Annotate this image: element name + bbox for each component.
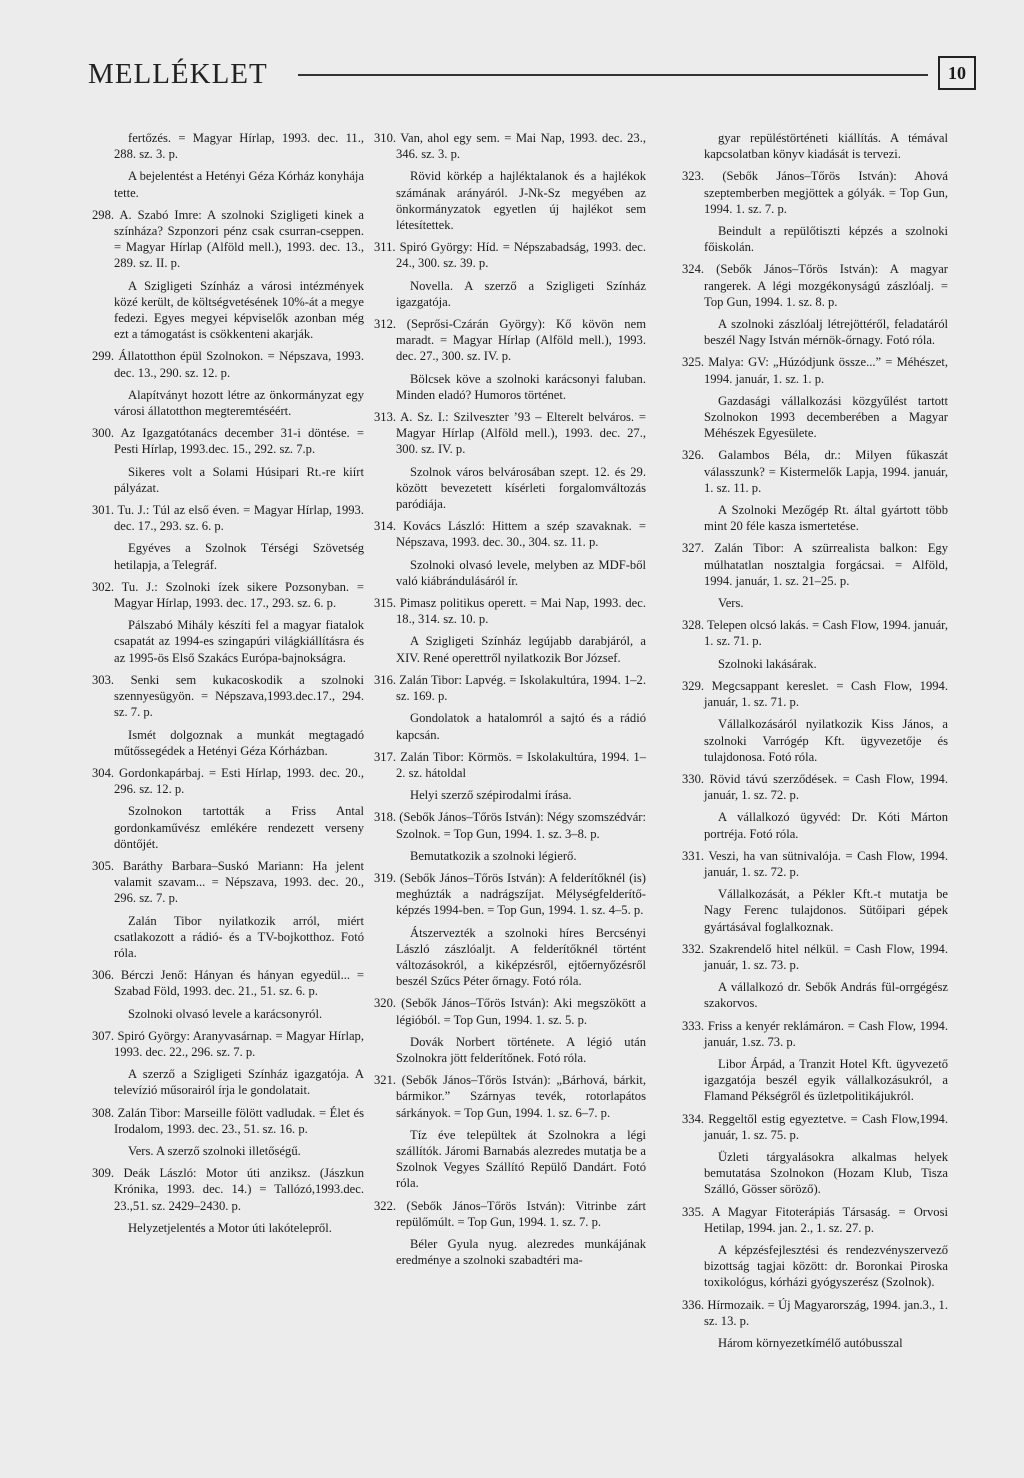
bibliography-entry: 332. Szakrendelő hitel nélkül. = Cash Flow, 1994. január, 1. sz. 73. p. <box>682 941 948 972</box>
bibliography-entry: 315. Pimasz politikus operett. = Mai Nap, 1993. dec. 18., 314. sz. 10. p. <box>374 596 646 627</box>
entry-annotation: Libor Árpád, a Tranzit Hotel Kft. ügyvezető igazgatója beszél egyik vállalkozásukról, a Flamand Pékségről és üzletpolitikájukról. <box>704 1056 948 1104</box>
bibliography-entry: 311. Spiró György: Híd. = Népszabadság, 1993. dec. 24., 300. sz. 39. p. <box>374 240 646 271</box>
bibliography-entry: 336. Hírmozaik. = Új Magyarország, 1994. jan.3., 1. sz. 13. p. <box>682 1297 948 1328</box>
bibliography-entry: 328. Telepen olcsó lakás. = Cash Flow, 1994. január, 1. sz. 71. p. <box>682 618 948 649</box>
entry-annotation: A Szolnoki Mezőgép Rt. által gyártott több mint 20 féle kasza ismertetése. <box>704 503 948 534</box>
bibliography-entry: 329. Megcsappant kereslet. = Cash Flow, 1994. január, 1. sz. 71. p. <box>682 678 948 710</box>
entry-annotation: Bölcsek köve a szolnoki karácsonyi faluban. Minden eladó? Humoros történet. <box>396 371 646 402</box>
entry-annotation: Helyi szerző szépirodalmi írása. <box>410 788 572 803</box>
bibliography-entry: 312. (Seprősi-Czárán György): Kő kövön nem maradt. = Magyar Hírlap (Alföld mell.), 1993. dec. 27., 300. sz. IV. p. <box>374 317 646 364</box>
entry-annotation: Egyéves a Szolnok Térségi Szövetség hetilapja, a Telegráf. <box>114 541 364 572</box>
bibliography-entry: 298. A. Szabó Imre: A szolnoki Szigligeti kinek a színháza? Szponzori pénz csak csurran-cseppen. = Magyar Hírlap (Alföld mell.), 1993. dec. 13., 289. sz. II. p. <box>92 207 364 271</box>
header-rule <box>298 74 928 76</box>
bibliography-entry: 301. Tu. J.: Túl az első éven. = Magyar Hírlap, 1993. dec. 17., 293. sz. 6. p. <box>92 503 364 534</box>
entry-annotation: Szolnokon tartották a Friss Antal gordonkaművész emlékére rendezett verseny döntőjét. <box>114 804 364 851</box>
entry-annotation: Zalán Tibor nyilatkozik arról, miért csatlakozott a rádió- és a TV-bojkotthoz. Fotó róla. <box>114 913 364 960</box>
entry-annotation: Gondolatok a hatalomról a sajtó és a rádió kapcsán. <box>396 711 646 742</box>
bibliography-entry: 323. (Sebők János–Tőrös István): Ahová szeptemberben megjöttek a gólyák. = Top Gun, 1994. 1. sz. 7. p. <box>682 169 948 216</box>
bibliography-entry: 331. Veszi, ha van sütnivalója. = Cash Flow, 1994. január, 1. sz. 72. p. <box>682 848 948 879</box>
bibliography-entry: 316. Zalán Tibor: Lapvég. = Iskolakultúra, 1994. 1–2. sz. 169. p. <box>374 672 646 704</box>
entry-annotation: fertőzés. = Magyar Hírlap, 1993. dec. 11., 288. sz. 3. p. <box>114 131 364 162</box>
bibliography-entry: 322. (Sebők János–Tőrös István): Vitrinbe zárt repülőmúlt. = Top Gun, 1994. 1. sz. 7. p. <box>374 1198 646 1229</box>
bibliography-entry: 310. Van, ahol egy sem. = Mai Nap, 1993. dec. 23., 346. sz. 3. p. <box>374 131 646 162</box>
entry-annotation: A szerző a Szigligeti Színház igazgatója. A televízió műsorairól írja le gondolatait. <box>114 1067 364 1098</box>
entry-annotation: Átszervezték a szolnoki híres Bercsényi László zászlóaljt. A felderítőknél történt változásokról, a kiképzésről, ejtőernyőzésről beszél Szűcs Péter őrnagy. Fotó róla. <box>396 925 646 989</box>
entry-annotation: Bemutatkozik a szolnoki légierő. <box>410 848 577 863</box>
entry-annotation: Szolnok város belvárosában szept. 12. és 29. között bevezetett kísérleti forgalomváltozás paródiája. <box>396 464 646 512</box>
entry-annotation: Vállalkozását, a Pékler Kft.-t mutatja be Nagy Ferenc tulajdonos. Sütőipari gépek gyártásával foglalkoznak. <box>704 887 948 934</box>
entry-annotation: Gazdasági vállalkozási közgyűlést tartott Szolnokon 1993 decemberében a Magyar Méhészek Egyesülete. <box>704 393 948 441</box>
entry-annotation: Beindult a repülőtiszti képzés a szolnoki főiskolán. <box>704 224 948 255</box>
text-column-3 <box>682 130 948 1357</box>
bibliography-entry: 314. Kovács László: Hittem a szép szavaknak. = Népszava, 1993. dec. 30., 304. sz. 11. p. <box>374 519 646 550</box>
bibliography-entry: 320. (Sebők János–Tőrös István): Aki megszökött a légióból. = Top Gun, 1994. 1. sz. 5. p. <box>374 996 646 1027</box>
entry-annotation: A vállalkozó ügyvéd: Dr. Kóti Márton portréja. Fotó róla. <box>704 810 948 841</box>
bibliography-entry: 326. Galambos Béla, dr.: Milyen fűkaszát válasszunk? = Kistermelők Lapja, 1994. január, 1. sz. 11. p. <box>682 448 948 495</box>
entry-annotation: Novella. A szerző a Szigligeti Színház igazgatója. <box>396 278 646 309</box>
entry-annotation: A Szigligeti Színház a városi intézmények közé került, de költségvetésének 10%-át a megye fedezi. Egyes megyei képviselők azonban még ezt a támogatást is csökkenteni akarják. <box>114 278 364 342</box>
entry-annotation: Pálszabó Mihály készíti fel a magyar fiatalok csapatát az 1994-es szingapúri világkiállításra és az 1995-ös Első Szakács Európa-bajnokságra. <box>114 618 364 665</box>
entry-annotation: A vállalkozó dr. Sebők András fül-orrgégész szakorvos. <box>704 980 948 1011</box>
entry-annotation: Szolnoki olvasó levele, melyben az MDF-ből való kiábrándulásáról ír. <box>396 557 646 588</box>
bibliography-entry: 327. Zalán Tibor: A szürrealista balkon: Egy múlhatatlan nosztalgia forgácsai. = Alföld, 1994. január, 1. sz. 21–25. p. <box>682 541 948 588</box>
entry-annotation: Szolnoki lakásárak. <box>718 656 817 671</box>
bibliography-entry: 302. Tu. J.: Szolnoki ízek sikere Pozsonyban. = Magyar Hírlap, 1993. dec. 17., 293. sz. 6. p. <box>92 579 364 611</box>
bibliography-entry: 325. Malya: GV: „Húzódjunk össze...” = Méhészet, 1994. január, 1. sz. 1. p. <box>682 355 948 386</box>
bibliography-entry: 304. Gordonkapárbaj. = Esti Hírlap, 1993. dec. 20., 296. sz. 12. p. <box>92 765 364 797</box>
bibliography-entry: 299. Állatotthon épül Szolnokon. = Népszava, 1993. dec. 13., 290. sz. 12. p. <box>92 349 364 380</box>
text-column-1 <box>92 130 364 1242</box>
bibliography-entry: 309. Deák László: Motor úti anziksz. (Jászkun Krónika, 1993. dec. 14.) = Tallózó,1993.dec. 23.,51. sz. 2429–2430. p. <box>92 1166 364 1213</box>
entry-annotation: A képzésfejlesztési és rendezvényszervező bizottság tagjai között: dr. Boronkai Piroska toxikológus, kórházi gyógyszerész (Szolnok). <box>704 1242 948 1290</box>
entry-annotation: Helyzetjelentés a Motor úti lakótelepről. <box>128 1220 332 1235</box>
entry-annotation: Ismét dolgoznak a munkát megtagadó műtőssegédek a Hetényi Géza Kórházban. <box>114 727 364 758</box>
entry-annotation: Alapítványt hozott létre az önkormányzat egy városi állatotthon megteremtéséért. <box>114 387 364 419</box>
bibliography-entry: 318. (Sebők János–Tőrös István): Négy szomszédvár: Szolnok. = Top Gun, 1994. 1. sz. 3–8. p. <box>374 810 646 841</box>
bibliography-entry: 324. (Sebők János–Tőrös István): A magyar rangerek. A légi mozgékonyságú zászlóalj. = Top Gun, 1994. 1. sz. 8. p. <box>682 262 948 309</box>
entry-annotation: Üzleti tárgyalásokra alkalmas helyek bemutatása Szolnokon (Hozam Klub, Tisza Szálló, Gösser söröző). <box>704 1149 948 1197</box>
bibliography-entry: 308. Zalán Tibor: Marseille fölött vadludak. = Élet és Irodalom, 1993. dec. 23., 51. sz. 16. p. <box>92 1105 364 1136</box>
bibliography-entry: 307. Spiró György: Aranyvasárnap. = Magyar Hírlap, 1993. dec. 22., 296. sz. 7. p. <box>92 1028 364 1059</box>
entry-annotation: A szolnoki zászlóalj létrejöttéről, feladatáról beszél Nagy István mérnök-őrnagy. Fotó róla. <box>704 317 948 348</box>
bibliography-entry: 305. Baráthy Barbara–Suskó Mariann: Ha jelent valamit szavam... = Népszava, 1993. dec. 20., 296. sz. 7. p. <box>92 858 364 906</box>
bibliography-entry: 335. A Magyar Fitoterápiás Társaság. = Orvosi Hetilap, 1994. jan. 2., 1. sz. 27. p. <box>682 1204 948 1235</box>
bibliography-entry: 303. Senki sem kukacoskodik a szolnoki szennyesügyön. = Népszava,1993.dec.17., 294. sz. 7. p. <box>92 672 364 720</box>
page-number: 10 <box>938 56 976 90</box>
bibliography-entry: 313. A. Sz. I.: Szilveszter ’93 – Elterelt belváros. = Magyar Hírlap (Alföld mell.), 1993. dec. 27., 300. sz. IV. p. <box>374 410 646 457</box>
entry-annotation: Béler Gyula nyug. alezredes munkájának eredménye a szolnoki szabadtéri ma- <box>396 1236 646 1268</box>
entry-annotation: Vers. <box>718 596 744 611</box>
entry-annotation: A bejelentést a Hetényi Géza Kórház konyhája tette. <box>114 169 364 200</box>
text-column-2 <box>374 130 646 1274</box>
entry-annotation: A Szigligeti Színház legújabb darabjáról, a XIV. René operettről nyilatkozik Bor József. <box>396 634 646 665</box>
entry-annotation: Szolnoki olvasó levele a karácsonyról. <box>128 1006 323 1021</box>
bibliography-entry: 333. Friss a kenyér reklámáron. = Cash Flow, 1994. január, 1.sz. 73. p. <box>682 1018 948 1049</box>
section-title: MELLÉKLET <box>88 58 268 90</box>
bibliography-entry: 319. (Sebők János–Tőrös István): A felderítőknél (is) meghúzták a nadrágszíjat. Mélységfelderítő-képzés 1994-ben. = Top Gun, 1994. 1. sz. 4–5. p. <box>374 870 646 918</box>
entry-annotation: Sikeres volt a Solami Húsipari Rt.-re kiírt pályázat. <box>114 464 364 495</box>
entry-annotation: Vers. A szerző szolnoki illetőségű. <box>128 1143 301 1158</box>
entry-annotation: Vállalkozásáról nyilatkozik Kiss János, a szolnoki Varrógép Kft. ügyvezetője és tulajdonosa. Fotó róla. <box>704 717 948 764</box>
bibliography-entry: 317. Zalán Tibor: Körmös. = Iskolakultúra, 1994. 1–2. sz. hátoldal <box>374 749 646 780</box>
entry-annotation: Dovák Norbert története. A légió után Szolnokra jött felderítőnek. Fotó róla. <box>396 1034 646 1065</box>
bibliography-entry: 306. Bérczi Jenő: Hányan és hányan egyedül... = Szabad Föld, 1993. dec. 21., 51. sz. 6. p. <box>92 968 364 999</box>
entry-annotation: gyar repüléstörténeti kiállítás. A témával kapcsolatban könyv kiadását is tervezi. <box>704 131 948 162</box>
bibliography-entry: 300. Az Igazgatótanács december 31-i döntése. = Pesti Hírlap, 1993.dec. 15., 292. sz. 7.p. <box>92 426 364 457</box>
bibliography-entry: 321. (Sebők János–Tőrös István): „Bárhová, bárkit, bármikor.” Szárnyas tevék, rotorlapátos sárkányok. = Top Gun, 1994. 1. sz. 6–7. p. <box>374 1073 646 1120</box>
page-header <box>88 56 976 96</box>
entry-annotation: Tíz éve települtek át Szolnokra a légi szállítók. Járomi Barnabás alezredes mutatja be a Szolnok Vegyes Szállító Repülő Dandárt. Fotó róla. <box>396 1127 646 1191</box>
entry-annotation: Három környezetkímélő autóbusszal <box>718 1336 903 1350</box>
entry-annotation: Rövid körkép a hajléktalanok és a hajlékok számának arányáról. J-Nk-Sz megyében az önkormányzatok egyetlen új hajlékot sem létesítettek. <box>396 169 646 233</box>
bibliography-entry: 334. Reggeltől estig egyeztetve. = Cash Flow,1994. január, 1. sz. 75. p. <box>682 1111 948 1142</box>
bibliography-entry: 330. Rövid távú szerződések. = Cash Flow, 1994. január, 1. sz. 72. p. <box>682 771 948 803</box>
